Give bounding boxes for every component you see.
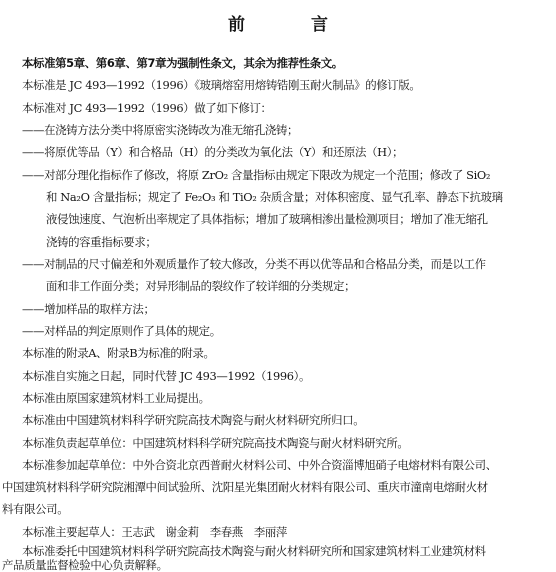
text-line: 本标准主要起草人：王志武 谢金莉 李春燕 李丽萍 — [22, 525, 287, 539]
text-line: 本标准参加起草单位：中外合资北京西普耐火材料公司、中外合资淄博旭硝子电熔材料有限公司、 — [22, 458, 497, 472]
text-line: ——将原优等品（Y）和合格品（H）的分类改为氧化法（Y）和还原法（H）； — [22, 145, 404, 159]
text-line: 本标准对 JC 493—1992（1996）做了如下修订： — [22, 101, 272, 115]
text-line: 本标准负责起草单位：中国建筑材料科学研究院高技术陶瓷与耐火材料研究所。 — [22, 436, 409, 450]
text-line: 本标准的附录A、附录B为标准的附录。 — [22, 346, 215, 360]
text-line: 本标准第5章、第6章、第7章为强制性条文，其余为推荐性条文。 — [22, 56, 343, 70]
text-line: 浇铸的容重指标要求； — [46, 235, 157, 249]
text-line: 液侵蚀速度、气泡析出率规定了具体指标；增加了玻璃相渗出量检测项目；增加了准无缩孔 — [46, 212, 488, 226]
text-line: ——对制品的尺寸偏差和外观质量作了较大修改，分类不再以优等品和合格品分类，而是以工作 — [22, 257, 486, 271]
text-line: ——对部分理化指标作了修改，将原 ZrO₂ 含量指标由规定下限改为规定一个范围；修改了 SiO₂ — [22, 168, 491, 182]
text-line: 本标准委托中国建筑材料科学研究院高技术陶瓷与耐火材料研究所和国家建筑材料工业建筑材料 — [22, 544, 486, 558]
text-line: 本标准自实施之日起，同时代替 JC 493—1992（1996）。 — [22, 369, 311, 383]
text-line: ——对样品的判定原则作了具体的规定。 — [22, 324, 221, 338]
text-line: 中国建筑材料科学研究院湘潭中间试验所、沈阳星光集团耐火材料有限公司、重庆市潼南电熔耐火材 — [2, 480, 488, 494]
text-line: 产品质量监督检验中心负责解释。 — [2, 558, 168, 572]
text-line: 面和非工作面分类；对异形制品的裂纹作了较详细的分类规定； — [46, 279, 356, 293]
page-title: 前 言 — [228, 15, 358, 35]
text-line: ——在浇铸方法分类中将原密实浇铸改为准无缩孔浇铸； — [22, 123, 299, 137]
text-line: 本标准由中国建筑材料科学研究院高技术陶瓷与耐火材料研究所归口。 — [22, 413, 365, 427]
text-line: 料有限公司。 — [2, 502, 69, 516]
text-line: 和 Na₂O 含量指标；规定了 Fe₂O₃ 和 TiO₂ 杂质含量；对体积密度、显气孔率、静态下抗玻璃 — [46, 190, 503, 204]
text-line: 本标准由原国家建筑材料工业局提出。 — [22, 391, 210, 405]
text-line: ——增加样品的取样方法； — [22, 302, 155, 316]
text-line: 本标准是 JC 493—1992（1996）《玻璃熔窑用熔铸锆刚玉耐火制品》的修订版。 — [22, 78, 421, 92]
